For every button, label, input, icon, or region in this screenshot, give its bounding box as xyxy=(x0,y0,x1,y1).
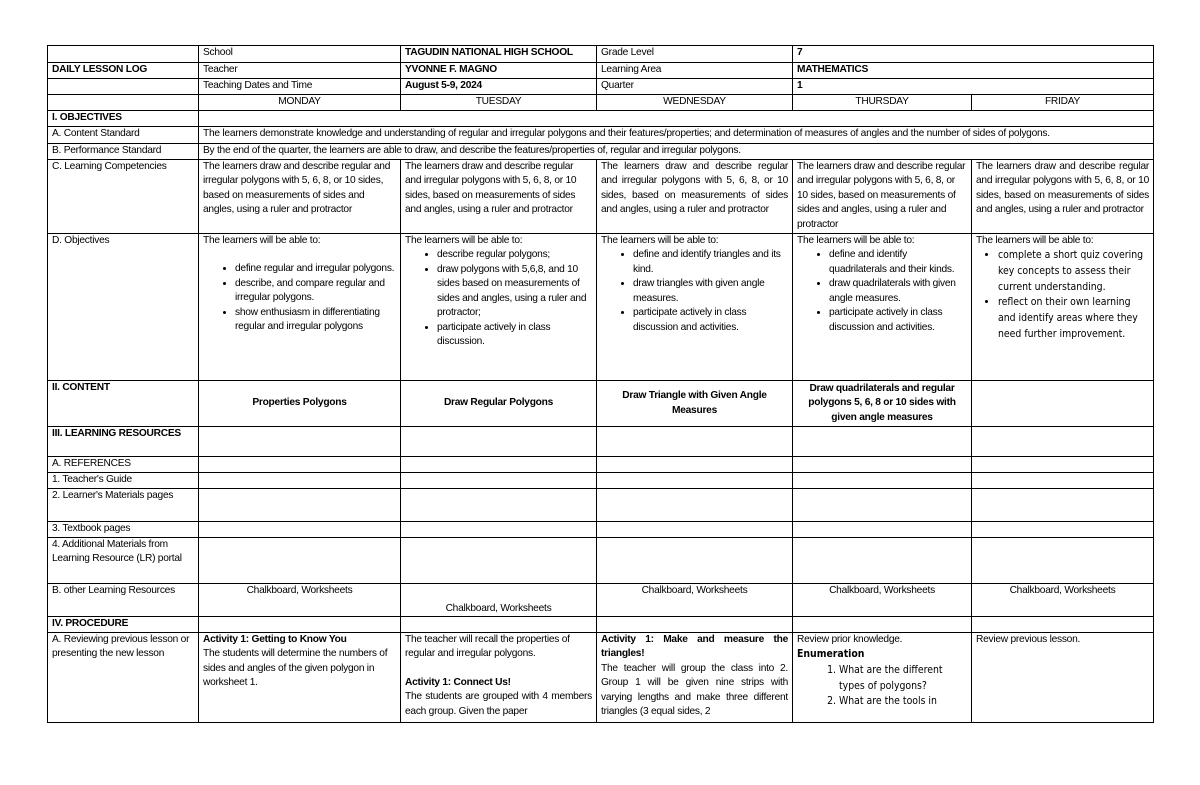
objectives-intro: The learners will be able to: xyxy=(797,235,915,246)
content-topic-wednesday: Draw Triangle with Given Angle Measures xyxy=(597,381,793,427)
other-resources-monday: Chalkboard, Worksheets xyxy=(199,584,401,617)
competency-wednesday: The learners draw and describe regular and irregular polygons with 5, 6, 8, or 10 sides, based on measurements of sides and angles, using a ruler and protractor xyxy=(597,160,793,234)
other-resources-wednesday: Chalkboard, Worksheets xyxy=(597,584,793,617)
review-label: A. Reviewing previous lesson or presenting the new lesson xyxy=(48,633,199,723)
objective-item: • define and identify quadrilaterals and their kinds. xyxy=(829,248,967,277)
activity-title: Enumeration xyxy=(797,648,865,661)
content-topic-monday: Properties Polygons xyxy=(199,381,401,427)
header-empty-cell xyxy=(48,79,199,95)
content-heading: II. CONTENT xyxy=(48,381,199,427)
procedure-friday: Review previous lesson. xyxy=(972,633,1154,723)
objective-item: • describe, and compare regular and irregular polygons. xyxy=(235,277,396,306)
area-label: Learning Area xyxy=(597,63,793,79)
objective-item: • draw triangles with given angle measures. xyxy=(633,277,788,306)
quarter-label: Quarter xyxy=(597,79,793,95)
dates-value: August 5-9, 2024 xyxy=(401,79,597,95)
day-header-wednesday: WEDNESDAY xyxy=(597,95,793,111)
school-label: School xyxy=(199,46,401,63)
objectives-intro: The learners will be able to: xyxy=(601,235,719,246)
objectives-intro: The learners will be able to: xyxy=(976,235,1094,246)
objectives-intro: The learners will be able to: xyxy=(405,235,523,246)
grade-label: Grade Level xyxy=(597,46,793,63)
objectives-tuesday xyxy=(401,234,597,381)
resources-heading: III. LEARNING RESOURCES xyxy=(48,427,199,457)
references-label: A. REFERENCES xyxy=(48,457,199,473)
objective-item: • participate actively in class discussion. xyxy=(437,321,592,350)
day-header-monday: MONDAY xyxy=(199,95,401,111)
enumeration-item: 2. What are the tools in xyxy=(839,694,967,710)
day-header-friday: FRIDAY xyxy=(972,95,1154,111)
teacher-label: Teacher xyxy=(199,63,401,79)
content-topic-thursday: Draw quadrilaterals and regular polygons 5, 6, 8 or 10 sides with given angle measures xyxy=(793,381,972,427)
objectives-friday xyxy=(972,234,1154,381)
other-resources-thursday: Chalkboard, Worksheets xyxy=(793,584,972,617)
activity-text: Review prior knowledge. xyxy=(797,634,903,645)
objective-item: • participate actively in class discussion and activities. xyxy=(829,306,967,335)
objectives-thursday xyxy=(793,234,972,381)
objectives-intro: The learners will be able to: xyxy=(203,235,321,246)
objectives-heading-fill xyxy=(199,111,1154,127)
objective-item: • define and identify triangles and its kind. xyxy=(633,248,788,277)
competency-tuesday: The learners draw and describe regular and irregular polygons with 5, 6, 8, or 10 sides, based on measurements of sides and angles, using a ruler and protractor xyxy=(401,160,597,234)
content-standard-text: The learners demonstrate knowledge and understanding of regular and irregular polygons and their features/properties; and determination of measures of angles and the number of sides of polygons. xyxy=(199,127,1154,144)
quarter-value: 1 xyxy=(793,79,1154,95)
performance-standard-text: By the end of the quarter, the learners are able to draw, and describe the features/properties of, regular and irregular polygons. xyxy=(199,144,1154,160)
content-standard-label: A. Content Standard xyxy=(48,127,199,144)
header-empty-cell xyxy=(48,46,199,63)
additional-materials-label: 4. Additional Materials from Learning Resource (LR) portal xyxy=(48,538,199,584)
performance-standard-label: B. Performance Standard xyxy=(48,144,199,160)
objective-item: • complete a short quiz covering key concepts to assess their current understanding. xyxy=(998,248,1149,295)
objectives-label: D. Objectives xyxy=(48,234,199,381)
competencies-label: C. Learning Competencies xyxy=(48,160,199,234)
objective-item: • define regular and irregular polygons. xyxy=(235,262,396,276)
competency-thursday: The learners draw and describe regular and irregular polygons with 5, 6, 8, or 10 sides, based on measurements of sides and angles, using a ruler and protractor xyxy=(793,160,972,234)
area-value: MATHEMATICS xyxy=(793,63,1154,79)
other-resources-tuesday: Chalkboard, Worksheets xyxy=(401,584,597,617)
competency-friday: The learners draw and describe regular and irregular polygons with 5, 6, 8, or 10 sides, based on measurements of sides and angles, using a ruler and protractor xyxy=(972,160,1154,234)
day-header-empty xyxy=(48,95,199,111)
procedure-tuesday xyxy=(401,633,597,723)
day-header-thursday: THURSDAY xyxy=(793,95,972,111)
objectives-heading: I. OBJECTIVES xyxy=(48,111,199,127)
textbook-label: 3. Textbook pages xyxy=(48,522,199,538)
procedure-monday xyxy=(199,633,401,723)
objective-item: • draw quadrilaterals with given angle measures. xyxy=(829,277,967,306)
day-header-tuesday: TUESDAY xyxy=(401,95,597,111)
document-title: DAILY LESSON LOG xyxy=(48,63,199,79)
activity-text: The teacher will group the class into 2. Group 1 will be given nine strips with varying lengths and make three different triangles (3 equal sides, 2 xyxy=(601,662,788,718)
content-topic-tuesday: Draw Regular Polygons xyxy=(401,381,597,427)
activity-title: Activity 1: Connect Us! xyxy=(405,676,511,688)
content-topic-friday xyxy=(972,381,1154,427)
other-resources-friday: Chalkboard, Worksheets xyxy=(972,584,1154,617)
objectives-monday xyxy=(199,234,401,381)
objectives-wednesday xyxy=(597,234,793,381)
teacher-value: YVONNE F. MAGNO xyxy=(401,63,597,79)
procedure-wednesday xyxy=(597,633,793,723)
objective-item: • show enthusiasm in differentiating regular and irregular polygons xyxy=(235,306,396,335)
objective-item: • describe regular polygons; xyxy=(437,248,592,262)
activity-text: The students will determine the numbers of sides and angles of the given polygon in worksheet 1. xyxy=(203,648,388,689)
objective-item: • draw polygons with 5,6,8, and 10 sides based on measurements of sides and angles, using a ruler and protractor; xyxy=(437,263,592,321)
activity-title: Activity 1: Make and measure the triangles! xyxy=(601,634,788,660)
school-value: TAGUDIN NATIONAL HIGH SCHOOL xyxy=(401,46,597,63)
enumeration-item: 1. What are the different types of polygons? xyxy=(839,663,967,694)
other-resources-label: B. other Learning Resources xyxy=(48,584,199,617)
activity-text: The students are grouped with 4 members each group. Given the paper xyxy=(405,691,592,717)
activity-text: The teacher will recall the properties of regular and irregular polygons. xyxy=(405,634,570,660)
objective-item: • participate actively in class discussion and activities. xyxy=(633,306,788,335)
dates-label: Teaching Dates and Time xyxy=(199,79,401,95)
daily-lesson-log-table xyxy=(47,45,1154,723)
procedure-heading: IV. PROCEDURE xyxy=(48,617,199,633)
competency-monday: The learners draw and describe regular and irregular polygons with 5, 6, 8, or 10 sides, based on measurements of sides and angles, using a ruler and protractor xyxy=(199,160,401,234)
grade-value: 7 xyxy=(793,46,1154,63)
learners-materials-label: 2. Learner's Materials pages xyxy=(48,489,199,522)
objective-item: • reflect on their own learning and identify areas where they need further improvement. xyxy=(998,295,1149,342)
procedure-thursday xyxy=(793,633,972,723)
activity-title: Activity 1: Getting to Know You xyxy=(203,634,347,645)
teachers-guide-label: 1. Teacher's Guide xyxy=(48,473,199,489)
